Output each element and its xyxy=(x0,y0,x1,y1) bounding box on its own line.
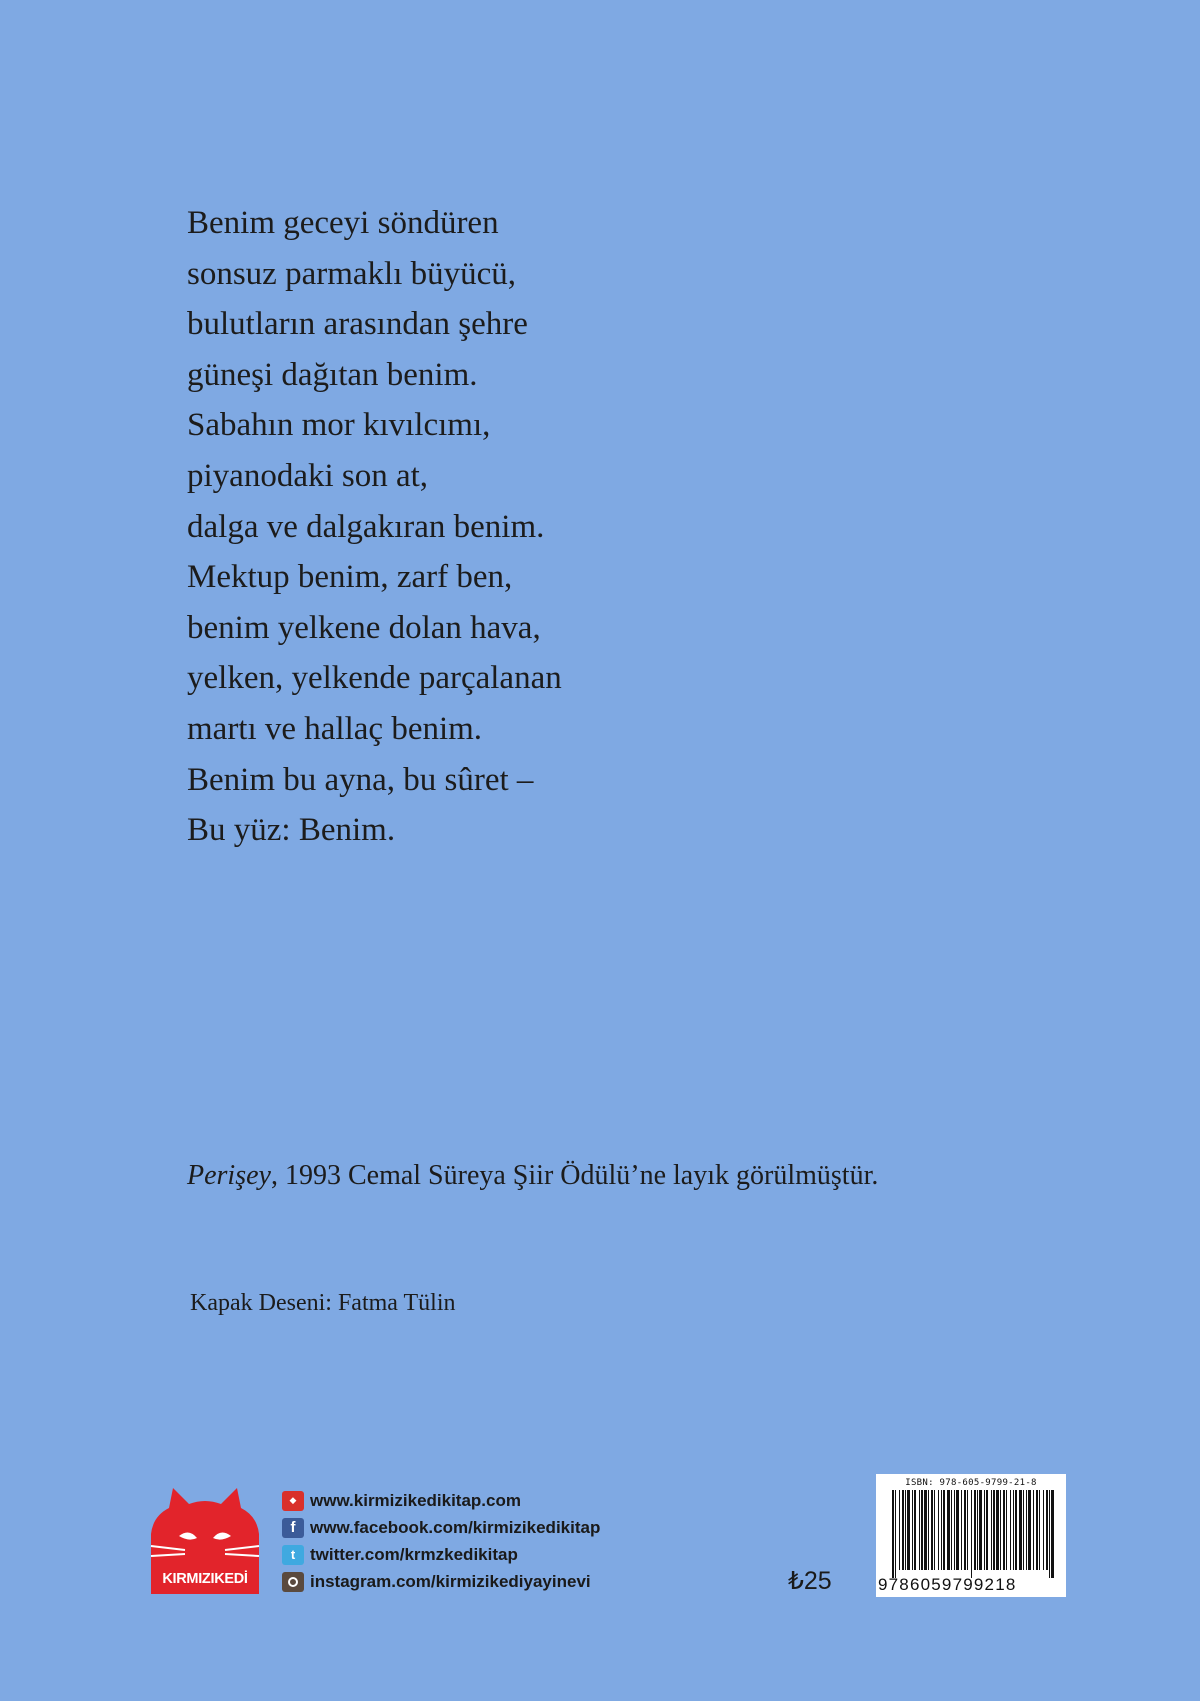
ean-digits: 9786059799218 xyxy=(878,1575,1017,1594)
poem-line: Sabahın mor kıvılcımı, xyxy=(187,407,491,444)
link-facebook[interactable] xyxy=(282,1514,600,1541)
link-text: www.kirmizikedikitap.com xyxy=(310,1490,521,1510)
isbn-text: ISBN: 978-605-9799-21-8 xyxy=(905,1478,1037,1488)
barcode xyxy=(876,1474,1066,1597)
poem-line: bulutların arasından şehre xyxy=(187,306,528,343)
price: ₺25 xyxy=(788,1567,832,1595)
poem-line: piyanodaki son at, xyxy=(187,457,429,494)
poem-line: benim yelkene dolan hava, xyxy=(187,609,541,646)
link-text: twitter.com/krmzkedikitap xyxy=(310,1544,518,1564)
poem xyxy=(187,198,562,856)
poem-line: sonsuz parmaklı büyücü, xyxy=(187,255,517,292)
link-website[interactable] xyxy=(282,1487,600,1514)
poem-line: Mektup benim, zarf ben, xyxy=(187,559,513,596)
book-title: Perişey xyxy=(187,1160,271,1191)
poem-line: dalga ve dalgakıran benim. xyxy=(187,508,545,545)
publisher-links xyxy=(282,1487,600,1595)
twitter-icon: t xyxy=(282,1545,304,1565)
poem-line: Bu yüz: Benim. xyxy=(187,812,396,849)
award-text: , 1993 Cemal Süreya Şiir Ödülü’ne layık görülmüştür. xyxy=(270,1160,879,1191)
logo-text: KIRMIZIKEDİ xyxy=(162,1571,248,1587)
web-icon: ◆ xyxy=(282,1491,304,1511)
publisher-logo xyxy=(149,1486,261,1596)
poem-line: Benim bu ayna, bu sûret – xyxy=(187,761,534,798)
award-note xyxy=(187,1160,878,1192)
cover-credit: Kapak Deseni: Fatma Tülin xyxy=(190,1290,456,1316)
link-twitter[interactable] xyxy=(282,1541,600,1568)
poem-line: Benim geceyi söndüren xyxy=(187,205,499,241)
instagram-icon xyxy=(282,1572,304,1592)
facebook-icon: f xyxy=(282,1518,304,1538)
poem-line: güneşi dağıtan benim. xyxy=(187,356,478,393)
poem-line: martı ve hallaç benim. xyxy=(187,710,483,747)
link-instagram[interactable] xyxy=(282,1568,600,1595)
link-text: instagram.com/kirmizikediyayinevi xyxy=(310,1571,591,1591)
link-text: www.facebook.com/kirmizikedikitap xyxy=(310,1517,601,1537)
poem-line: yelken, yelkende parçalanan xyxy=(187,660,562,697)
